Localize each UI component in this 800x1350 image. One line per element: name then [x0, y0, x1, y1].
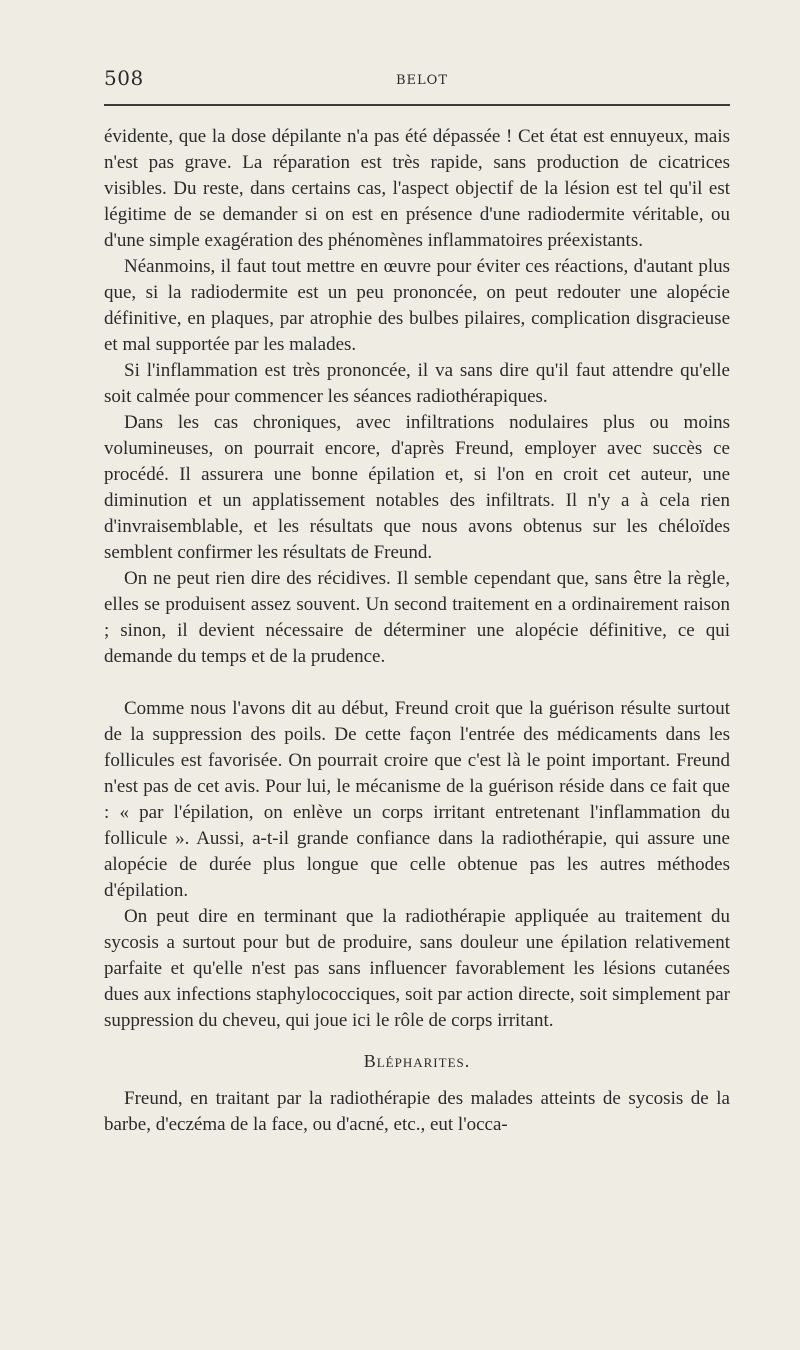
section-heading: Blépharites. — [363, 1051, 471, 1071]
paragraph: Comme nous l'avons dit au début, Freund croit que la guérison résulte surtout de la suppression des poils. De cette façon l'entrée des médicaments dans les follicules est favorisée. On pourrait croire que c'est là le point important. Freund n'est pas de cet avis. Pour lui, le mécanisme de la guérison réside dans ce fait que : « par l'épilation, on enlève un corps irritant entretenant l'inflammation du follicule ». Aussi, a-t-il grande confiance dans la radiothérapie, qui assure une alopécie de durée plus longue que celle obtenue pas les autres méthodes d'épilation. — [104, 698, 730, 901]
paragraph: évidente, que la dose dépilante n'a pas été dépassée ! Cet état est ennuyeux, mais n'est pas grave. La réparation est très rapide, sans production de cicatrices visibles. Du reste, dans certains cas, l'aspect objectif de la lésion est tel qu'il est légitime de se demander si on est en présence d'une radiodermite véritable, ou d'une simple exagération des phénomènes inflammatoires préexistants. — [104, 126, 730, 251]
paragraph: Freund, en traitant par la radiothérapie des malades atteints de sycosis de la barbe, d'eczéma de la face, ou d'acné, etc., eut l'occa- — [104, 1088, 730, 1135]
page-header — [104, 66, 730, 96]
paragraph: Néanmoins, il faut tout mettre en œuvre pour éviter ces réactions, d'autant plus que, si la radiodermite est un peu prononcée, on peut redouter une alopécie définitive, en plaques, par atrophie des bulbes pilaires, complication disgracieuse et mal supportée par les malades. — [104, 256, 730, 355]
paragraph: On ne peut rien dire des récidives. Il semble cependant que, sans être la règle, elles se produisent assez souvent. Un second traitement en a ordinairement raison ; sinon, il devient nécessaire de déterminer une alopécie définitive, ce qui demande du temps et de la prudence. — [104, 568, 730, 667]
body-text — [104, 124, 730, 1138]
running-head: BELOT — [396, 73, 449, 88]
header-rule — [104, 104, 730, 106]
paragraph: On peut dire en terminant que la radiothérapie appliquée au traitement du sycosis a surtout pour but de produire, sans douleur une épilation relativement parfaite et qu'elle n'est pas sans influencer favorablement les lésions cutanées dues aux infections staphylococciques, soit par action directe, soit simplement par suppression du cheveu, qui joue ici le rôle de corps irritant. — [104, 906, 730, 1031]
paragraph: Si l'inflammation est très prononcée, il va sans dire qu'il faut attendre qu'elle soit calmée pour commencer les séances radiothérapiques. — [104, 360, 730, 407]
paragraph: Dans les cas chroniques, avec infiltrations nodulaires plus ou moins volumineuses, on pourrait encore, d'après Freund, employer avec succès ce procédé. Il assurera une bonne épilation et, si l'on en croit cet auteur, une diminution et un applatissement notables des infiltrats. Il n'y a à cela rien d'invraisemblable, et les résultats que nous avons obtenus sur les chéloïdes semblent confirmer les résultats de Freund. — [104, 412, 730, 563]
page-number: 508 — [104, 66, 144, 90]
